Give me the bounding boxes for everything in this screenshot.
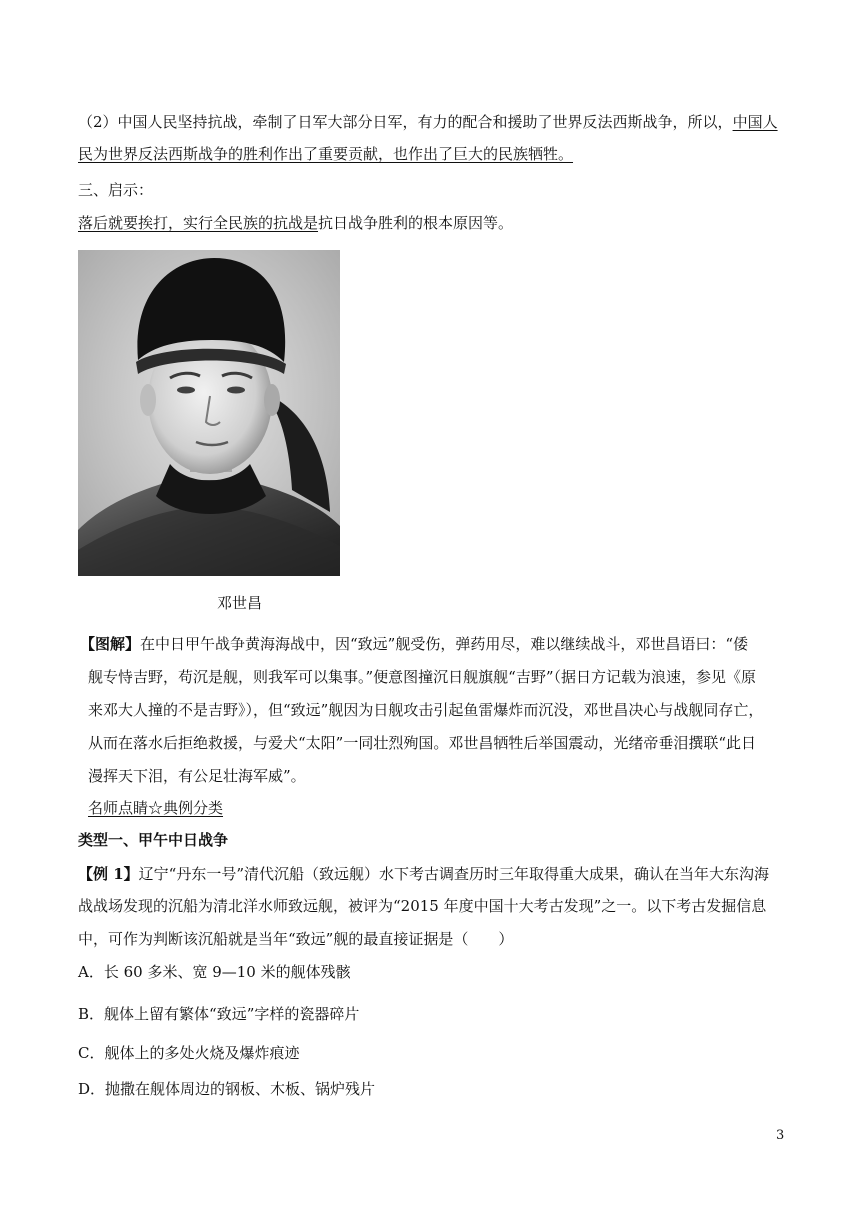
- lesson-text: 抗日战争胜利的根本原因等。: [318, 214, 514, 232]
- portrait-image: [78, 250, 340, 576]
- example-line-1: [78, 864, 769, 884]
- explanation-line-5: 漫挥天下泪，有公足壮海军威”。: [88, 767, 306, 785]
- option-c: C．舰体上的多处火烧及爆炸痕迹: [78, 1044, 300, 1062]
- explanation-line-2: 舰专恃吉野，苟沉是舰，则我军可以集事。”便意图撞沉日舰旗舰“吉野”（据日方记载为浪速，参见《原: [88, 668, 757, 686]
- figure-caption: 邓世昌: [217, 594, 263, 612]
- section-heading-inspiration: 三、启示：: [78, 181, 154, 199]
- explanation-line-3: 来邓大人撞的不是吉野》），但“致远”舰因为日舰攻击引起鱼雷爆炸而沉没，邓世昌决心与战舰同存亡，: [88, 701, 764, 719]
- example-line-3: 中，可作为判断该沉船就是当年“致远”舰的最直接证据是（ ）: [78, 930, 514, 948]
- conclusion-text: （2）中国人民坚持抗战，牵制了日军大部分日军，有力的配合和援助了世界反法西斯战争，所以，: [78, 113, 733, 131]
- example-text: 辽宁“丹东一号”清代沉船（致远舰）水下考古调查历时三年取得重大成果，确认在当年大东沟海: [138, 865, 770, 883]
- explanation-text: 在中日甲午战争黄海海战中，因“致远”舰受伤，弹药用尽，难以继续战斗，邓世昌语曰：“倭: [140, 635, 749, 653]
- example-line-2: 战战场发现的沉船为清北洋水师致远舰，被评为“2015 年度中国十大考古发现”之一。以下考古发掘信息: [78, 897, 767, 915]
- conclusion-underlined-text: 中国人: [732, 113, 778, 131]
- conclusion-underlined-text-2: 民为世界反法西斯战争的胜利作出了重要贡献，也作出了巨大的民族牺牲。: [78, 145, 574, 163]
- portrait-photo: [78, 250, 340, 576]
- conclusion-paragraph-line-2: [78, 144, 573, 164]
- explanation-line-1: [80, 634, 748, 654]
- explanation-line-4: 从而在落水后拒绝救援，与爱犬“太阳”一同壮烈殉国。邓世昌牺牲后举国震动，光绪帝垂泪撰联“此日: [88, 734, 757, 752]
- conclusion-paragraph-line-1: [78, 112, 778, 132]
- example-label: 【例 1】: [78, 865, 139, 883]
- option-d: D．抛撒在舰体周边的钢板、木板、锅炉残片: [78, 1080, 376, 1098]
- lesson-underlined-text: 落后就要挨打，实行全民族的抗战是: [78, 214, 319, 232]
- lesson-line: [78, 213, 513, 233]
- section-link-teacher-tips[interactable]: 名师点睛☆典例分类: [88, 799, 224, 817]
- option-b: B．舰体上留有繁体“致远”字样的瓷器碎片: [78, 1005, 360, 1023]
- explanation-label: 【图解】: [80, 635, 141, 653]
- type-heading: 类型一、甲午中日战争: [78, 831, 229, 849]
- page-number: 3: [776, 1128, 785, 1143]
- option-a: A．长 60 多米、宽 9—10 米的舰体残骸: [78, 963, 351, 981]
